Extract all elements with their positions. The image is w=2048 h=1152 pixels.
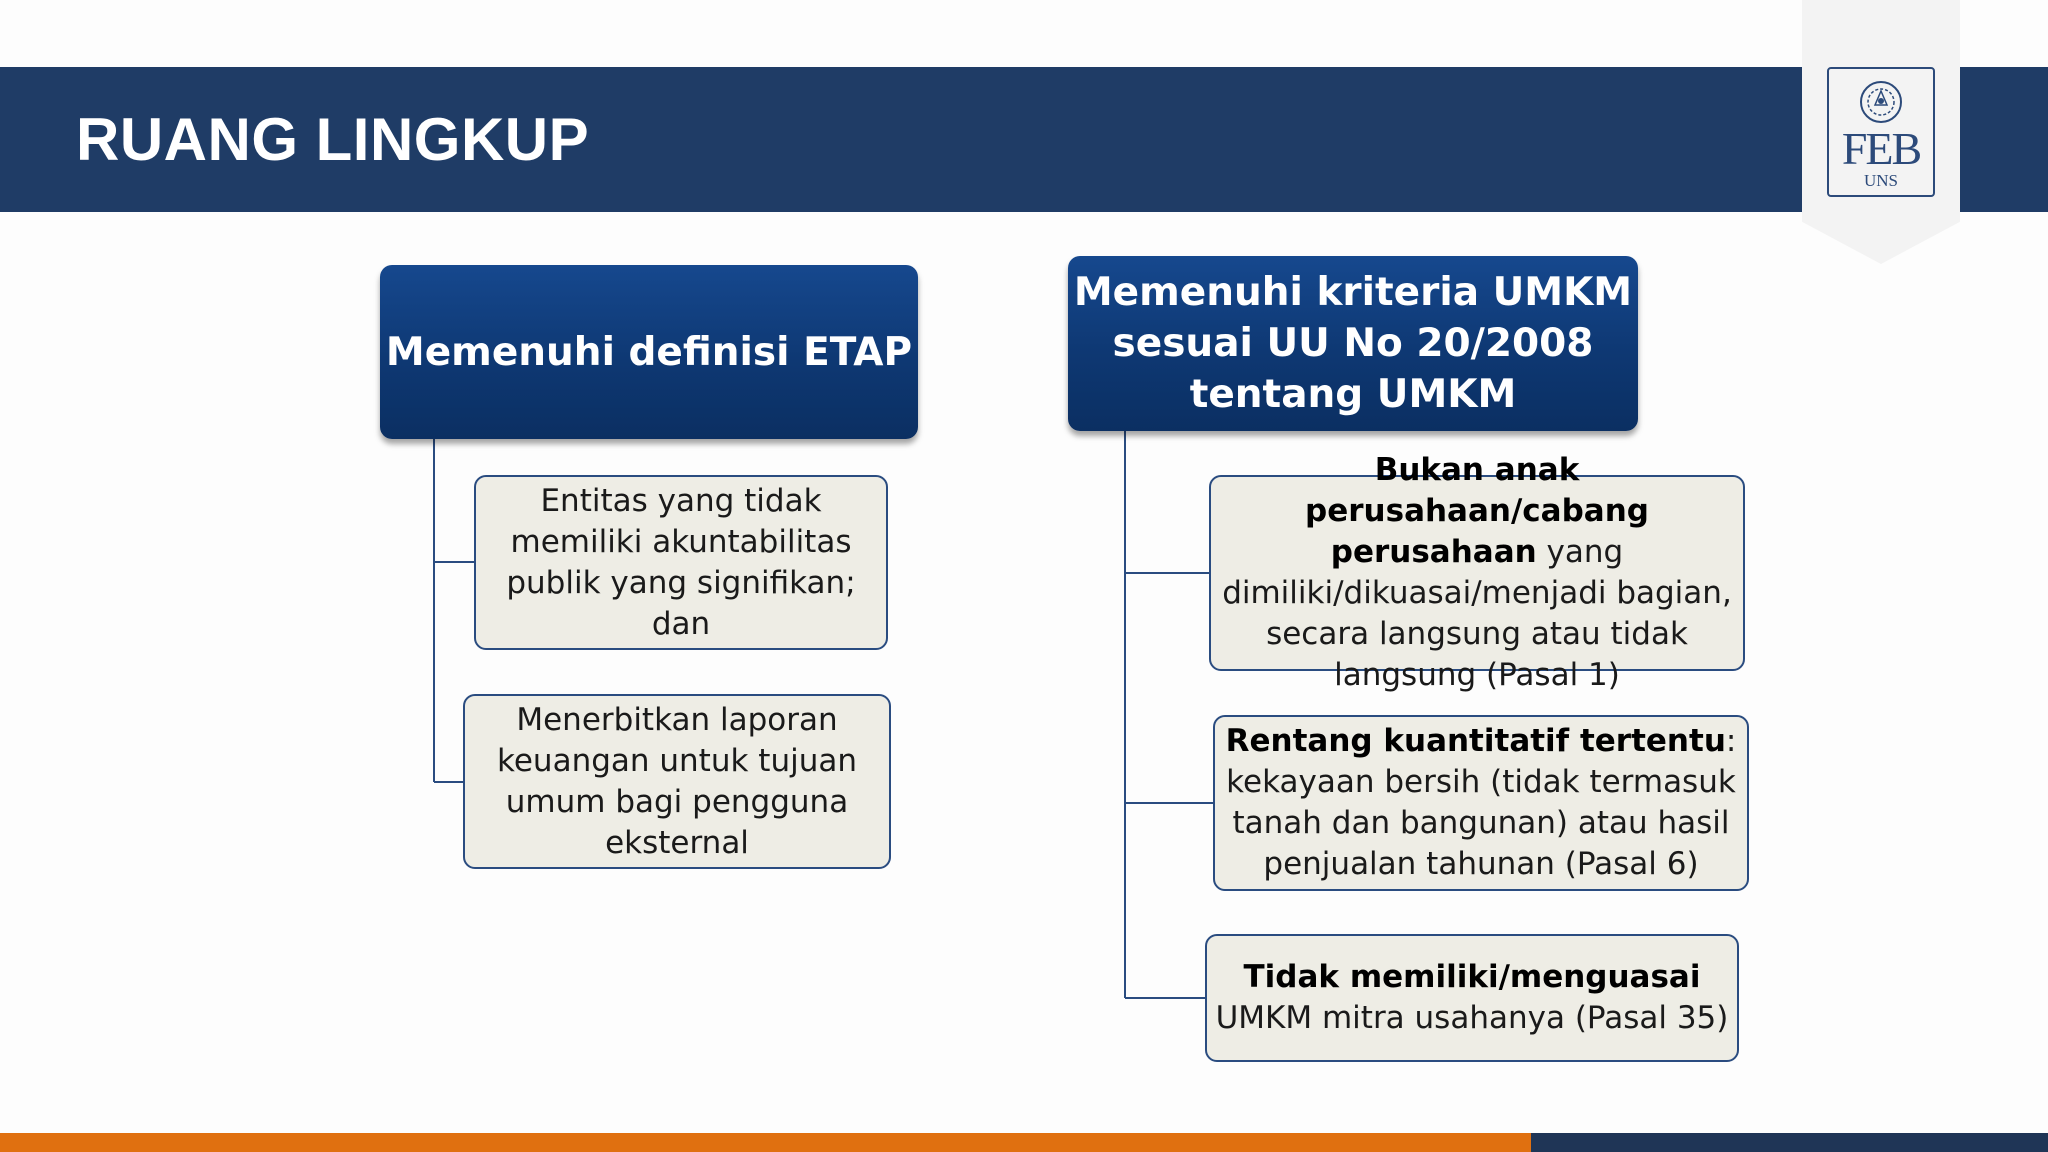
umkm-criterion-1-rest: yang dimiliki/dikuasai/menjadi bagian, secara langsung atau tidak langsung (Pasal 1) (1222, 534, 1732, 693)
umkm-criteria-label: Memenuhi kriteria UMKM sesuai UU No 20/2008 tentang UMKM (1073, 270, 1633, 417)
umkm-criterion-3-text (1213, 957, 1731, 1039)
footer-bar-orange (0, 1133, 1531, 1152)
umkm-criterion-1-text (1217, 450, 1737, 696)
umkm-criterion-3-bold: Tidak memiliki/menguasai (1243, 959, 1701, 995)
university-seal-icon (1857, 78, 1905, 126)
etap-criterion-2 (463, 694, 891, 869)
umkm-criterion-2 (1213, 715, 1749, 891)
page-title: RUANG LINGKUP (76, 106, 590, 173)
umkm-criterion-1 (1209, 452, 1745, 693)
umkm-criterion-2-bold: Rentang kuantitatif tertentu (1225, 723, 1726, 759)
umkm-criterion-1-bold: Bukan anak perusahaan/cabang perusahaan (1305, 452, 1649, 570)
logo-subtext: UNS (1863, 171, 1898, 190)
footer-bar-navy (1531, 1133, 2048, 1152)
logo-text: FEB (1841, 123, 1921, 174)
etap-definition-node (380, 265, 918, 439)
umkm-criterion-2-rest: : kekayaan bersih (tidak termasuk tanah dan bangunan) atau hasil penjualan tahunan (Pasal 6) (1226, 723, 1737, 882)
umkm-criteria-node (1068, 256, 1638, 431)
etap-definition-label: Memenuhi definisi ETAP (385, 329, 913, 375)
etap-criterion-1 (474, 475, 888, 650)
umkm-criterion-3-rest: UMKM mitra usahanya (Pasal 35) (1215, 1000, 1729, 1036)
etap-criterion-2-text: Menerbitkan laporan keuangan untuk tujuan umum bagi pengguna eksternal (497, 701, 857, 861)
umkm-criterion-2-text (1221, 721, 1741, 885)
etap-criterion-1-text: Entitas yang tidak memiliki akuntabilitas publik yang signifikan; dan (506, 482, 856, 642)
umkm-criterion-3 (1205, 934, 1739, 1062)
